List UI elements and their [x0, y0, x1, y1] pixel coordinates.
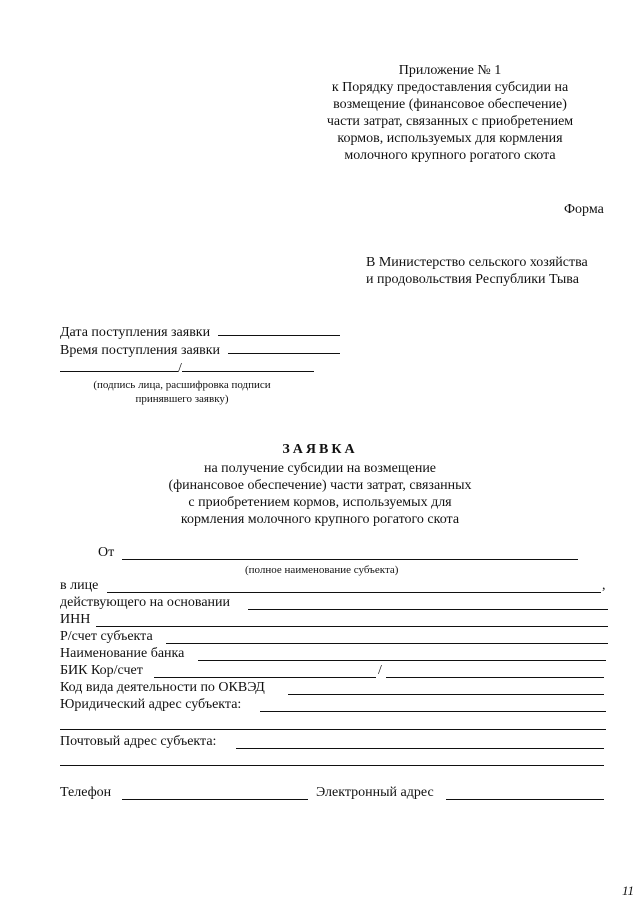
appendix-line-2: к Порядку предоставления субсидии на	[331, 80, 569, 95]
reception-slash: /	[178, 361, 182, 376]
recipient-line-2: и продовольствия Республики Тыва	[366, 272, 579, 287]
bik-field[interactable]	[154, 677, 376, 678]
phone-label: Телефон	[60, 785, 112, 800]
in-person-field[interactable]	[107, 592, 601, 593]
in-person-comma: ,	[602, 578, 606, 593]
document-subtitle	[150, 460, 490, 528]
email-field[interactable]	[446, 799, 604, 800]
forma-label: Форма	[564, 202, 604, 217]
postal-address-field-line-2[interactable]	[60, 765, 604, 766]
bank-field[interactable]	[198, 660, 606, 661]
subtitle-line-2: (финансовое обеспечение) части затрат, связанных	[168, 478, 472, 493]
reception-time-field[interactable]	[228, 341, 340, 354]
sign-caption-line-2: принявшего заявку)	[135, 393, 229, 405]
reception-time-row	[60, 341, 340, 359]
appendix-header	[300, 62, 600, 164]
account-label: Р/счет субъекта	[60, 629, 153, 644]
legal-address-field[interactable]	[260, 711, 606, 712]
inn-field[interactable]	[96, 626, 608, 627]
account-field[interactable]	[166, 643, 608, 644]
subtitle-line-4: кормления молочного крупного рогатого скота	[180, 512, 460, 527]
appendix-line-6: молочного крупного рогатого скота	[344, 148, 556, 163]
page-number: 11	[622, 883, 635, 898]
legal-address-field-line-2[interactable]	[60, 729, 606, 730]
basis-label: действующего на основании	[60, 595, 231, 610]
subtitle-line-1: на получение субсидии на возмещение	[203, 461, 437, 476]
bik-label: БИК Кор/счет	[60, 663, 143, 678]
from-field[interactable]	[122, 559, 578, 560]
recipient-line-1: В Министерство сельского хозяйства	[366, 255, 588, 270]
basis-field[interactable]	[248, 609, 608, 610]
from-label: От	[98, 545, 115, 560]
bank-label: Наименование банка	[60, 646, 185, 661]
reception-date-label: Дата поступления заявки	[60, 325, 211, 340]
reception-signature-field[interactable]	[60, 359, 178, 372]
sign-caption-line-1: (подпись лица, расшифровка подписи	[93, 379, 271, 391]
reception-sign-row	[60, 359, 340, 377]
reception-name-field[interactable]	[182, 359, 314, 372]
phone-field[interactable]	[122, 799, 308, 800]
reception-sign-caption	[82, 378, 282, 406]
email-label: Электронный адрес	[316, 785, 434, 800]
reception-date-row	[60, 323, 340, 341]
legal-address-label: Юридический адрес субъекта:	[60, 697, 242, 712]
document-title: ЗАЯВКА	[282, 442, 358, 457]
okved-field[interactable]	[288, 694, 604, 695]
bik-slash: /	[378, 663, 382, 678]
subtitle-line-3: с приобретением кормов, используемых для	[188, 495, 452, 510]
in-person-label: в лице	[60, 578, 99, 593]
okved-label: Код вида деятельности по ОКВЭД	[60, 680, 265, 695]
from-caption: (полное наименование субъекта)	[245, 564, 399, 576]
appendix-line-1: Приложение № 1	[398, 63, 502, 78]
appendix-line-4: части затрат, связанных с приобретением	[326, 114, 574, 129]
correspondent-account-field[interactable]	[386, 677, 604, 678]
reception-date-field[interactable]	[218, 323, 340, 336]
reception-block	[60, 323, 340, 377]
appendix-line-3: возмещение (финансовое обеспечение)	[333, 97, 567, 112]
recipient-block	[366, 254, 588, 288]
reception-time-label: Время поступления заявки	[60, 343, 221, 358]
postal-address-field[interactable]	[236, 748, 604, 749]
postal-address-label: Почтовый адрес субъекта:	[60, 734, 217, 749]
appendix-line-5: кормов, используемых для кормления	[337, 131, 563, 146]
inn-label: ИНН	[60, 612, 91, 627]
